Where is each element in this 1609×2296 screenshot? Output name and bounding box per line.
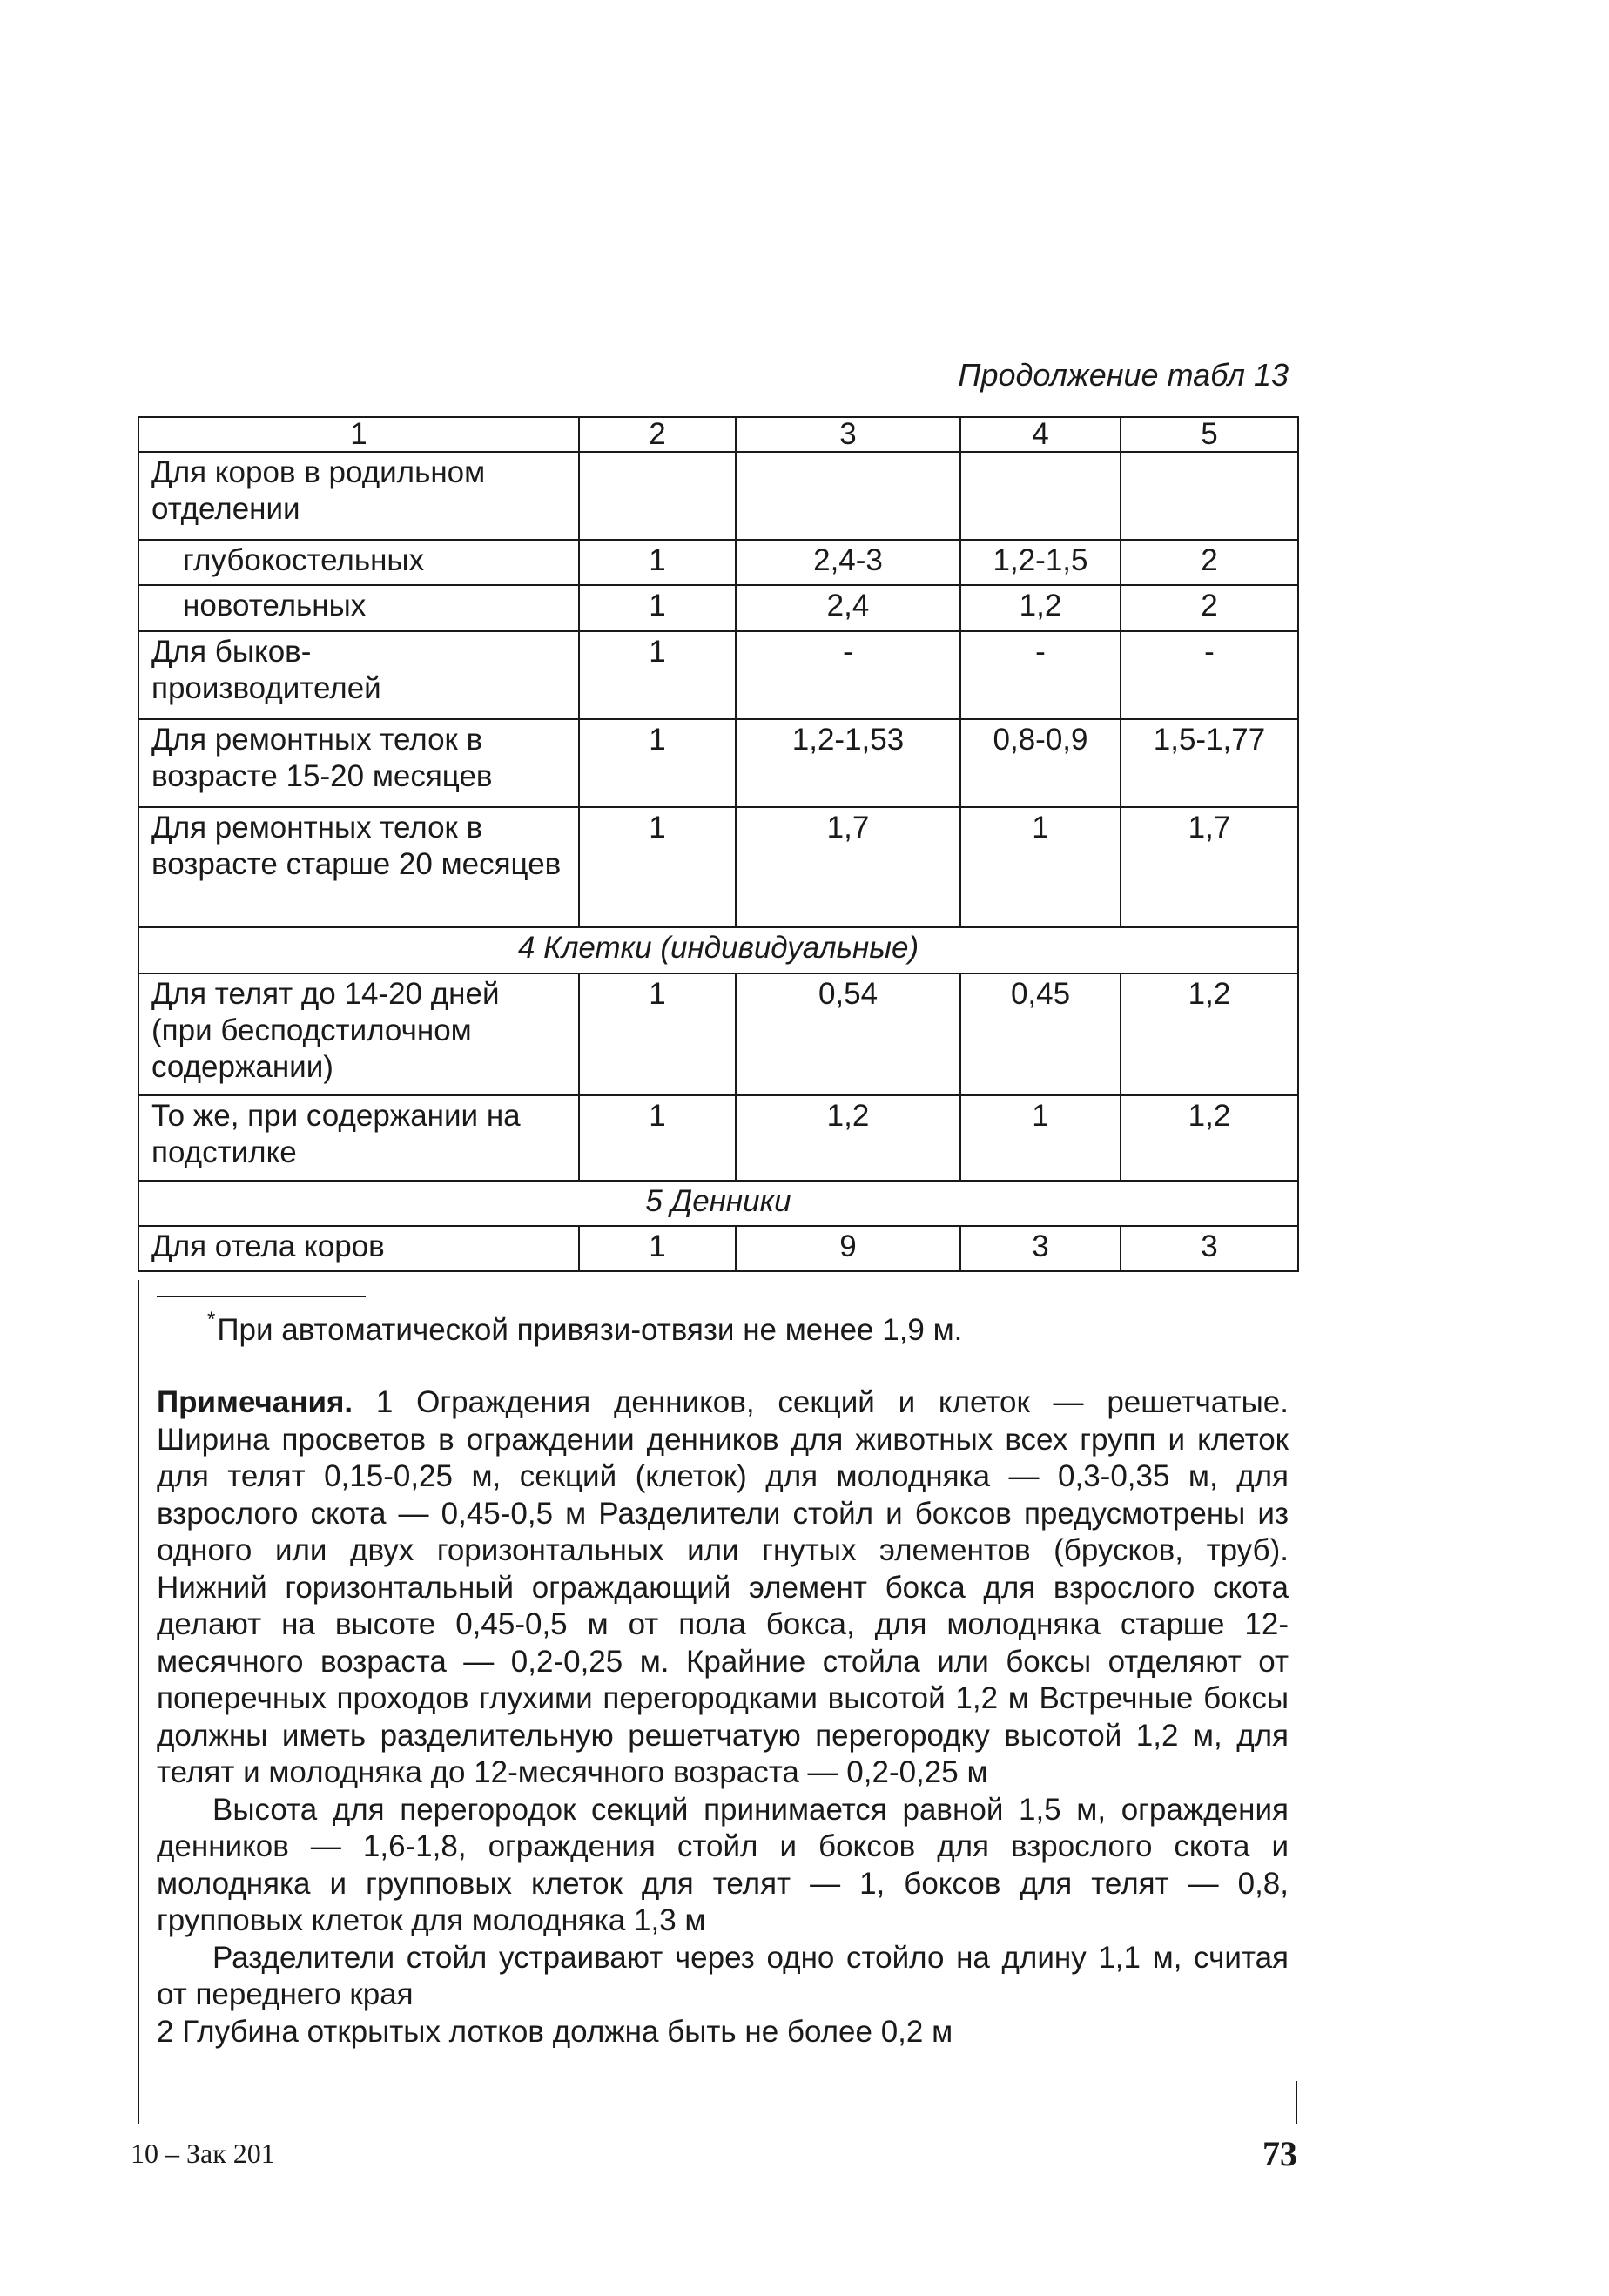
column-number-1: 1 <box>138 417 579 452</box>
cell-col2: 1 <box>579 807 736 927</box>
cell-col4: - <box>960 631 1121 719</box>
cell-col4: 0,8-0,9 <box>960 719 1121 807</box>
cell-col2: 1 <box>579 1095 736 1181</box>
row-label-text: Для быков-производителей <box>151 635 381 705</box>
table-row <box>138 631 1298 719</box>
column-number-3: 3 <box>736 417 960 452</box>
cell-col4 <box>960 452 1121 540</box>
footnote-divider <box>157 1296 366 1297</box>
column-number-5: 5 <box>1121 417 1298 452</box>
cell-col4: 3 <box>960 1226 1121 1271</box>
row-label: То же, при содержании на подстилке <box>138 1095 579 1181</box>
cell-col5: 1,2 <box>1121 1095 1298 1181</box>
cell-col5: 1,5-1,77 <box>1121 719 1298 807</box>
row-label: Для телят до 14-20 дней (при бесподстилочном содержании) <box>138 973 579 1095</box>
footnote <box>207 1308 963 1348</box>
table-row <box>138 719 1298 807</box>
row-label: Для отела коров <box>138 1226 579 1271</box>
section-row-cages <box>138 927 1298 973</box>
notes-text-1: 1 Ограждения денников, секций и клеток — решетчатые. Ширина просветов в ограждении денников для животных всех групп и клеток для телят 0,15-0,25 м, секций (клеток) для молодняка — 0,3-0,35 м, для взрослого скота — 0,45-0,5 м Разделители стойл и боксов предусмотрены из одного или двух горизонтальных или гнутых элементов (брусков, труб). Нижний горизонтальный ограждающий элемент бокса для взрослого скота делают на высоте 0,45-0,5 м от пола бокса, для молодняка старше 12-месячного возраста — 0,2-0,25 м. Крайние стойла или боксы отделяют от поперечных проходов глухими перегородками высотой 1,2 м Встречные боксы должны иметь разделительную решетчатую перегородку высотой 1,2 м, для телят и молодняка до 12-месячного возраста — 0,2-0,25 м <box>157 1385 1289 1789</box>
notes-heading: Примечания. <box>157 1385 353 1419</box>
notes-paragraph-4: 2 Глубина открытых лотков должна быть не более 0,2 м <box>157 2014 953 2049</box>
equipment-dimensions-table <box>138 416 1299 1272</box>
table-row <box>138 1226 1298 1271</box>
cell-col4: 1 <box>960 807 1121 927</box>
cell-col3 <box>736 452 960 540</box>
cell-col3: - <box>736 631 960 719</box>
table-row <box>138 540 1298 585</box>
notes-paragraph-1 <box>157 1384 1289 1792</box>
cell-col3: 1,2 <box>736 1095 960 1181</box>
footnote-mark: * <box>207 1308 216 1331</box>
column-number-4: 4 <box>960 417 1121 452</box>
cell-col3: 2,4 <box>736 585 960 631</box>
row-label: глубокостельных <box>138 540 579 585</box>
cell-col5: 1,2 <box>1121 973 1298 1095</box>
cell-col2 <box>579 452 736 540</box>
right-margin-rule <box>1296 2081 1297 2124</box>
table-row <box>138 807 1298 927</box>
row-label: Для ремонтных телок в возрасте старше 20 месяцев <box>138 807 579 927</box>
row-label: Для ремонтных телок в возрасте 15-20 месяцев <box>138 719 579 807</box>
cell-col5: 2 <box>1121 540 1298 585</box>
page-number: 73 <box>1262 2134 1297 2173</box>
cell-col4: 1,2 <box>960 585 1121 631</box>
cell-col3: 0,54 <box>736 973 960 1095</box>
cell-col4: 1 <box>960 1095 1121 1181</box>
table-row <box>138 452 1298 540</box>
cell-col4: 1,2-1,5 <box>960 540 1121 585</box>
left-margin-rule <box>138 1280 139 2124</box>
notes-paragraph-3: Разделители стойл устраивают через одно стойло на длину 1,1 м, считая от переднего края <box>157 1940 1289 2011</box>
cell-col2: 1 <box>579 1226 736 1271</box>
cell-col5: 1,7 <box>1121 807 1298 927</box>
row-label: новотельных <box>138 585 579 631</box>
print-signature: 10 – Зак 201 <box>131 2138 275 2169</box>
row-label: Для коров в родильном отделении <box>138 452 579 540</box>
table-row <box>138 585 1298 631</box>
cell-col2: 1 <box>579 585 736 631</box>
cell-col2: 1 <box>579 719 736 807</box>
row-label <box>138 631 579 719</box>
cell-col3: 1,2-1,53 <box>736 719 960 807</box>
notes-block <box>157 1384 1289 2050</box>
cell-col3: 2,4-3 <box>736 540 960 585</box>
table-row <box>138 973 1298 1095</box>
cell-col5 <box>1121 452 1298 540</box>
cell-col4: 0,45 <box>960 973 1121 1095</box>
column-number-2: 2 <box>579 417 736 452</box>
cell-col2: 1 <box>579 631 736 719</box>
section-title-cages: 4 Клетки (индивидуальные) <box>138 927 1298 973</box>
cell-col5: - <box>1121 631 1298 719</box>
cell-col3: 9 <box>736 1226 960 1271</box>
section-title-stalls: 5 Денники <box>138 1181 1298 1226</box>
cell-col3: 1,7 <box>736 807 960 927</box>
cell-col5: 2 <box>1121 585 1298 631</box>
section-row-stalls <box>138 1181 1298 1226</box>
cell-col2: 1 <box>579 540 736 585</box>
table-row <box>138 1095 1298 1181</box>
table-continuation-label: Продолжение табл 13 <box>958 357 1289 393</box>
table-header-row <box>138 417 1298 452</box>
notes-paragraph-2: Высота для перегородок секций принимается равной 1,5 м, ограждения денников — 1,6-1,8, ограждения стойл и боксов для взрослого скота и молодняка и групповых клеток для телят — 1, боксов для телят — 0,8, групповых клеток для молодняка 1,3 м <box>157 1792 1289 1937</box>
cell-col5: 3 <box>1121 1226 1298 1271</box>
footnote-text: При автоматической привязи-отвязи не менее 1,9 м. <box>217 1313 963 1347</box>
cell-col2: 1 <box>579 973 736 1095</box>
